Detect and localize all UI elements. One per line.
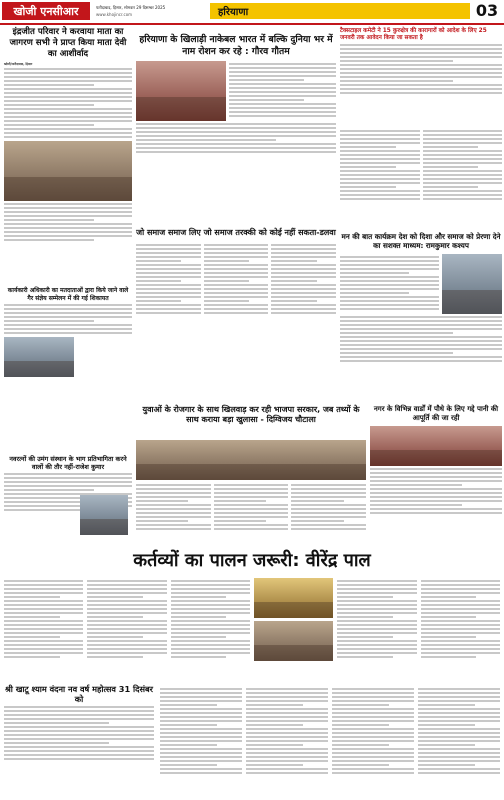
- body-a5b: [204, 242, 269, 316]
- body-a5: [136, 242, 201, 316]
- brand-name: खोजी एनसीआर: [13, 4, 79, 18]
- headline-a7: युवाओं के रोजगार के साथ खिलवाड़ कर रही भाजपा सरकार, जब तथ्यों के साथ कराया बड़ा खुलासा - दिग्विजय चौटाला: [142, 405, 360, 424]
- masthead-rule: [0, 23, 504, 25]
- photo-a10b: [254, 621, 333, 661]
- photo-a8: [80, 495, 128, 535]
- body-a4: [229, 61, 336, 121]
- section-title: हरियाणा: [218, 7, 249, 18]
- headline-a3: कार्यकारी अधिकारी का मतदाताओं द्वारा किये जाने वाले गैर संज्ञेय सम्मेलन में की गई शिकायत: [7, 287, 129, 302]
- photo-a3: [4, 337, 74, 377]
- article-a1: [4, 27, 132, 277]
- photo-a4: [136, 61, 226, 121]
- headline-a11: श्री खाटू श्याम वंदना नव वर्ष महोत्सव 31 दिसंबर को: [4, 684, 154, 705]
- article-a9: [370, 405, 502, 545]
- dateline: फरीदाबाद, हिसार, सोमवार 29 दिसम्बर 2025 www.khojincr.com: [96, 5, 166, 17]
- article-a10: [0, 548, 504, 574]
- photo-a7: [136, 440, 366, 480]
- body-a9: [370, 468, 502, 514]
- article-a11: [4, 684, 154, 796]
- photo-a10a: [254, 578, 333, 618]
- body-a6: [340, 254, 439, 314]
- body-bottom-right: [160, 686, 500, 794]
- body-a3: [4, 304, 132, 334]
- brand-box: [2, 2, 90, 20]
- body-a1b: [4, 203, 132, 241]
- headline-a9: नगर के विभिन्न वार्डों में पौधे के लिए गद्दे पानी की आपूर्ति की जा रही: [373, 405, 499, 422]
- headline-a8: नवरत्नों की उमंग संस्थान के भाग प्रतिभागिता करने वालों की तौर नहीं-राजेश कुमार: [9, 455, 127, 471]
- article-top-right: [340, 28, 502, 128]
- photo-a6: [442, 254, 502, 314]
- page-number: 03: [475, 1, 499, 20]
- body-a5c: [271, 242, 336, 316]
- body-a11: [4, 706, 154, 760]
- article-a3: [4, 287, 132, 397]
- headline-a4: हरियाणा के खिलाड़ी नाकेबल भारत में बल्कि दुनिया भर में नाम रोशन कर रहे : गौरव गौतम: [139, 34, 333, 57]
- headline-a1: इंद्रजीत परिवार ने करवाया माता का जागरण सभी ने प्राप्त किया माता देवी का आशीर्वाद: [9, 27, 127, 59]
- photo-a9: [370, 426, 502, 466]
- body-a1: [4, 68, 132, 138]
- headline-a10: कर्तव्यों का पालन जरूरी: वीरेंद्र पाल: [133, 550, 371, 571]
- body-a10: [4, 578, 500, 678]
- headline-a6: मन की बात कार्यक्रम देश को दिशा और समाज को प्रेरणा देने का सशक्त माध्यम: रामकुमार कश्यप: [341, 232, 501, 251]
- dateline-a1: खोजी/फरीदाबाद, हिसार: [4, 62, 33, 66]
- article-a5: [136, 228, 336, 398]
- body-right-2: [340, 128, 502, 228]
- body-a7: [136, 482, 366, 542]
- article-a6: [340, 232, 502, 402]
- body-top-right: [340, 44, 502, 94]
- headline-top-right: टैक्सटाइल कमेटी ने 15 कुरुक्षेत्र की कारागारों को आदेश के लिए 25 जनवरी तक आवेदन किया जा सकता है: [340, 28, 487, 42]
- section-bar: [210, 3, 470, 19]
- photo-a1: [4, 141, 132, 201]
- masthead: [0, 0, 504, 28]
- body-a6b: [340, 316, 502, 362]
- body-a4b: [136, 123, 336, 153]
- article-a4: [136, 34, 336, 214]
- headline-a5: जो समाज समाज लिए जो समाज तरक्की को कोई नहीं सकता-डलवा: [136, 228, 336, 237]
